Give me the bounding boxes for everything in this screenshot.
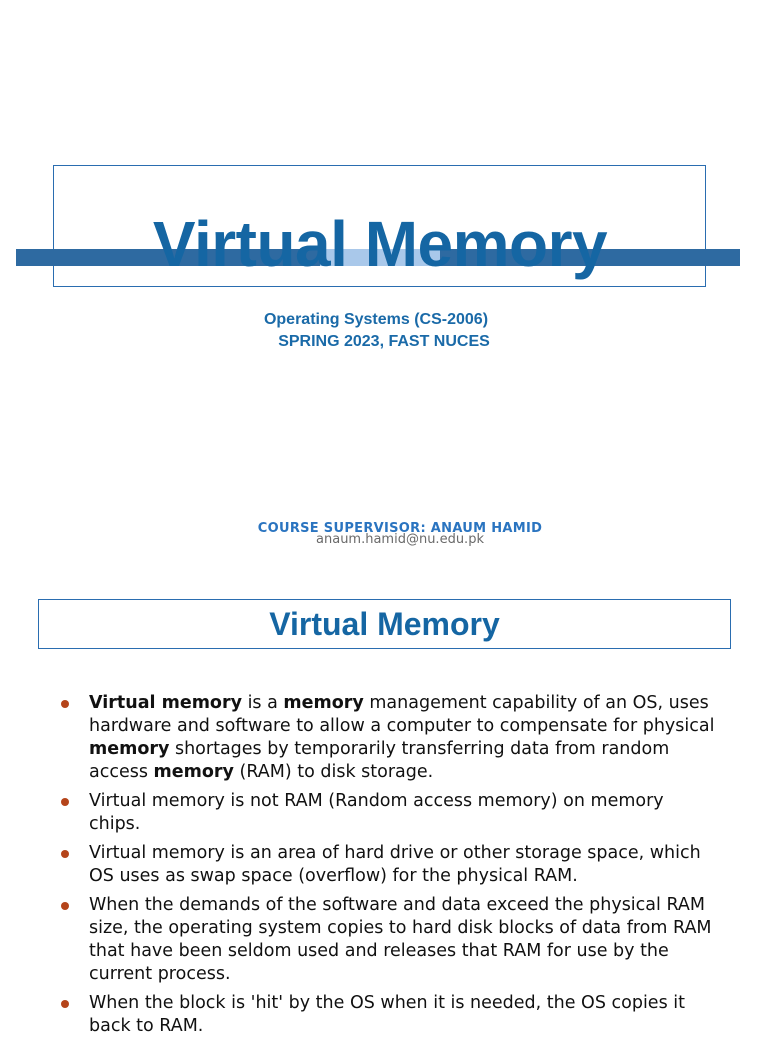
bullet-dot-icon [61,798,69,806]
bullet-dot-icon [61,850,69,858]
bullet-text: (RAM) to disk storage. [233,762,434,782]
bullet-text: management capability of an OS, uses hardware and software to allow a computer to compensate for physical [89,693,715,736]
bullet-text: shortages by temporarily transferring data from random access [89,739,670,782]
bullet-item [60,842,720,888]
slide-heading: Virtual Memory [269,606,500,642]
bullet-dot-icon [61,1000,69,1008]
bullet-dot-icon [61,700,69,708]
bullet-text: Virtual memory is an area of hard drive or other storage space, which OS uses as swap space (overflow) for the physical RAM. [89,843,701,886]
bullet-dot-icon [61,902,69,910]
bullet-item [60,692,720,784]
course-name: Operating Systems (CS-2006) [263,311,489,328]
bullet-bold-text: memory [283,693,364,713]
slide-title: Virtual Memory [152,208,608,280]
bullet-bold-text: memory [89,739,170,759]
bullet-text: is a [242,693,284,713]
course-supervisor: COURSE SUPERVISOR: ANAUM HAMID [257,521,543,536]
bullet-text: Virtual memory is not RAM (Random access memory) on memory chips. [89,791,664,834]
bullet-text: When the block is 'hit' by the OS when it is needed, the OS copies it back to RAM. [89,993,685,1036]
bullet-list [60,692,720,1044]
content-slide [0,580,768,1036]
slide-heading-box [38,599,731,649]
bullet-item [60,790,720,836]
bullet-bold-text: Virtual memory [89,693,242,713]
bullet-item [60,992,720,1038]
bullet-text: When the demands of the software and data exceed the physical RAM size, the operating system copies to hard disk blocks of data from RAM that have been seldom used and releases that RAM for use by the current process. [89,895,712,984]
supervisor-email: anaum.hamid@nu.edu.pk [316,532,484,547]
course-term: SPRING 2023, FAST NUCES [278,333,490,350]
bullet-item [60,894,720,986]
bullet-bold-text: memory [153,762,234,782]
